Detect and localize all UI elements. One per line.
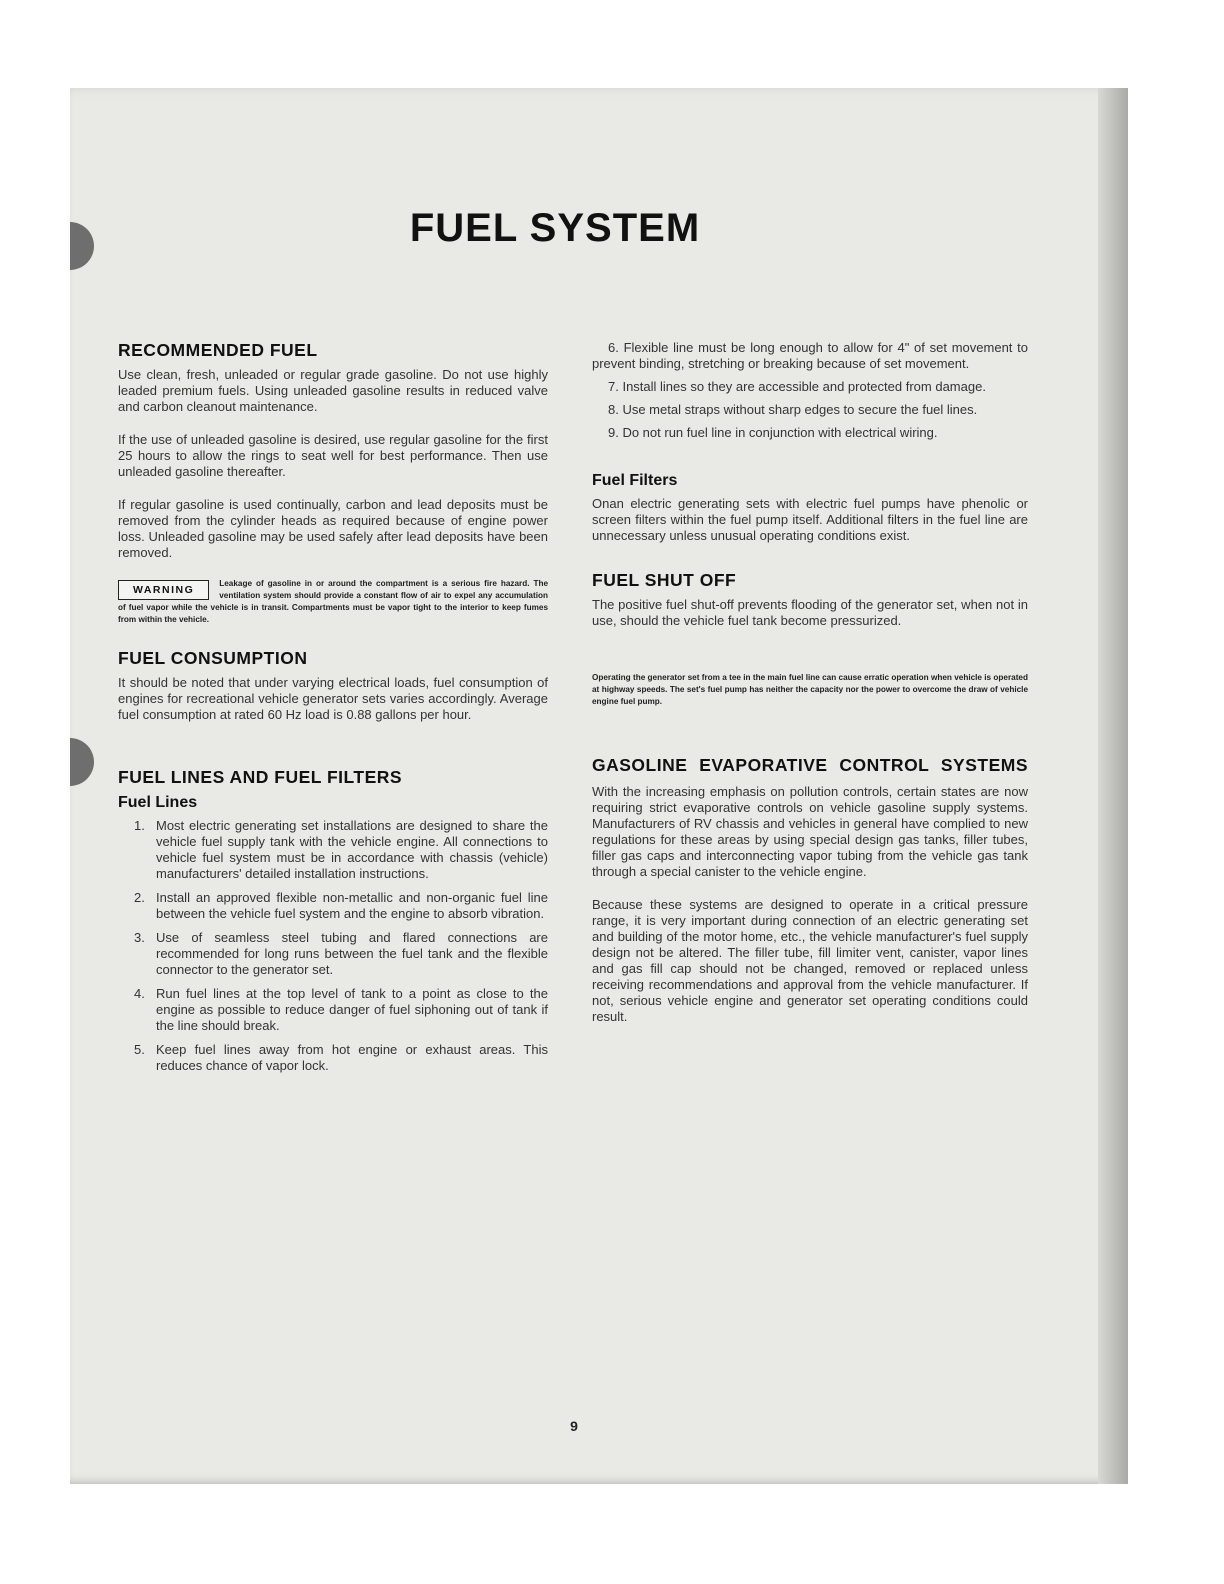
- recommended-fuel-heading: RECOMMENDED FUEL: [118, 340, 318, 360]
- warning-text: Leakage of gasoline in or around the compartment is a serious fire hazard. The ventilation system should provide a constant flow of air to expel any accumulation of fuel vapor while the vehicle is in transit. Compartments must be vapor tight to the interior to keep fumes from within the vehicle.: [118, 579, 548, 624]
- list-item-number: 2.: [134, 890, 145, 905]
- list-item-text: Use of seamless steel tubing and flared connections are recommended for long runs between the fuel tank and the flexible connector to the generator set.: [156, 930, 548, 977]
- fuel-shut-off-text: The positive fuel shut-off prevents flooding of the generator set, when not in use, should the vehicle fuel tank become pressurized.: [592, 597, 1028, 628]
- page-number: 9: [570, 1418, 578, 1434]
- list-item: 9. Do not run fuel line in conjunction with electrical wiring.: [608, 425, 938, 440]
- fuel-filters-text: Onan electric generating sets with electric fuel pumps have phenolic or screen filters within the fuel pump itself. Additional filters in the fuel line are unnecessary unless unusual operating conditions exist.: [592, 496, 1028, 543]
- recommended-fuel-paragraph-3: If regular gasoline is used continually, carbon and lead deposits must be removed from the cylinder heads as required because of engine power loss. Unleaded gasoline may be used safely after lead deposits have been removed.: [118, 497, 548, 560]
- fuel-shut-off-heading: FUEL SHUT OFF: [592, 570, 737, 590]
- recommended-fuel-section: [118, 340, 548, 626]
- fuel-shut-off-note: Operating the generator set from a tee in the main fuel line can cause erratic operation when vehicle is operated at highway speeds. The set's fuel pump has neither the capacity nor the power to overcome the draw of vehicle engine fuel pump.: [592, 673, 1028, 706]
- fuel-lines-list: [118, 818, 548, 1074]
- list-item-number: 3.: [134, 930, 145, 945]
- evaporative-control-section: [592, 752, 1028, 1025]
- fuel-consumption-section: [118, 648, 548, 723]
- fuel-consumption-text: It should be noted that under varying electrical loads, fuel consumption of engines for recreational vehicle generator sets varies accordingly. Average fuel consumption at rated 60 Hz load is 0.88 gallons per hour.: [118, 675, 548, 722]
- recommended-fuel-paragraph-2: If the use of unleaded gasoline is desired, use regular gasoline for the first 25 hours to allow the rings to seat well for best performance. Then use unleaded gasoline thereafter.: [118, 432, 548, 479]
- warning-block: [118, 578, 548, 626]
- page-edge-shadow: [1098, 88, 1128, 1484]
- list-item-text: Most electric generating set installations are designed to share the vehicle fuel supply tank with the vehicle engine. All connections to vehicle fuel system must be in accordance with chassis (vehicle) manufacturers' detailed installation instructions.: [156, 818, 548, 881]
- evaporative-control-heading: GASOLINE EVAPORATIVE CONTROL SYSTEMS: [592, 755, 1028, 775]
- list-item: [118, 986, 548, 1034]
- fuel-shut-off-section: [592, 570, 1028, 708]
- recommended-fuel-paragraph-1: Use clean, fresh, unleaded or regular grade gasoline. Do not use highly leaded premium fuels. Using unleaded gasoline results in reduced valve and carbon cleanout maintenance.: [118, 367, 548, 414]
- page-title: FUEL SYSTEM: [409, 206, 701, 250]
- fuel-lines-section: [118, 767, 548, 1074]
- list-item-text: Install an approved flexible non-metallic and non-organic fuel line between the vehicle fuel system and the engine to absorb vibration.: [156, 890, 548, 921]
- fuel-filters-section: [592, 472, 1028, 544]
- list-item-text: Run fuel lines at the top level of tank to a point as close to the engine as possible to reduce danger of fuel siphoning out of tank if the line should break.: [156, 986, 548, 1033]
- right-column: [592, 340, 1028, 1047]
- evaporative-paragraph-1: With the increasing emphasis on pollution controls, certain states are now requiring strict evaporative controls on vehicle gasoline supply systems. Manufacturers of RV chassis and vehicles in general have complied to new regulations for these areas by using special design gas tanks, filler tubes, filler gas caps and interconnecting vapor tubing from the vehicle gas tank through a special canister to the vehicle engine.: [592, 784, 1028, 879]
- fuel-filters-heading: Fuel Filters: [592, 472, 678, 489]
- fuel-lines-list-continued: [592, 340, 1028, 441]
- list-item: [118, 818, 548, 882]
- list-item-number: 4.: [134, 986, 145, 1001]
- list-item: 7. Install lines so they are accessible and protected from damage.: [608, 379, 986, 394]
- list-item-text: Keep fuel lines away from hot engine or exhaust areas. This reduces chance of vapor lock.: [156, 1042, 548, 1073]
- warning-badge: WARNING: [118, 580, 209, 600]
- list-item: 6. Flexible line must be long enough to allow for 4" of set movement to prevent binding, stretching or breaking because of set movement.: [592, 340, 1028, 371]
- list-item: [118, 890, 548, 922]
- list-item: 8. Use metal straps without sharp edges to secure the fuel lines.: [608, 402, 978, 417]
- list-item: [118, 1042, 548, 1074]
- list-item: [118, 930, 548, 978]
- evaporative-paragraph-2: Because these systems are designed to operate in a critical pressure range, it is very important during connection of an electric generating set and building of the motor home, etc., the vehicle manufacturer's fuel supply design not be altered. The filler tube, fill limiter vent, canister, vapor lines and gas fill cap should not be changed, removed or replaced unless receiving recommendations and approval from the vehicle manufacturer. If not, serious vehicle engine and generator set operating conditions could result.: [592, 897, 1028, 1024]
- fuel-lines-subheading: Fuel Lines: [118, 794, 198, 811]
- left-column: [118, 340, 548, 1096]
- list-item-number: 5.: [134, 1042, 145, 1057]
- list-item-number: 1.: [134, 818, 145, 833]
- fuel-lines-filters-heading: FUEL LINES AND FUEL FILTERS: [118, 767, 403, 787]
- fuel-consumption-heading: FUEL CONSUMPTION: [118, 648, 308, 668]
